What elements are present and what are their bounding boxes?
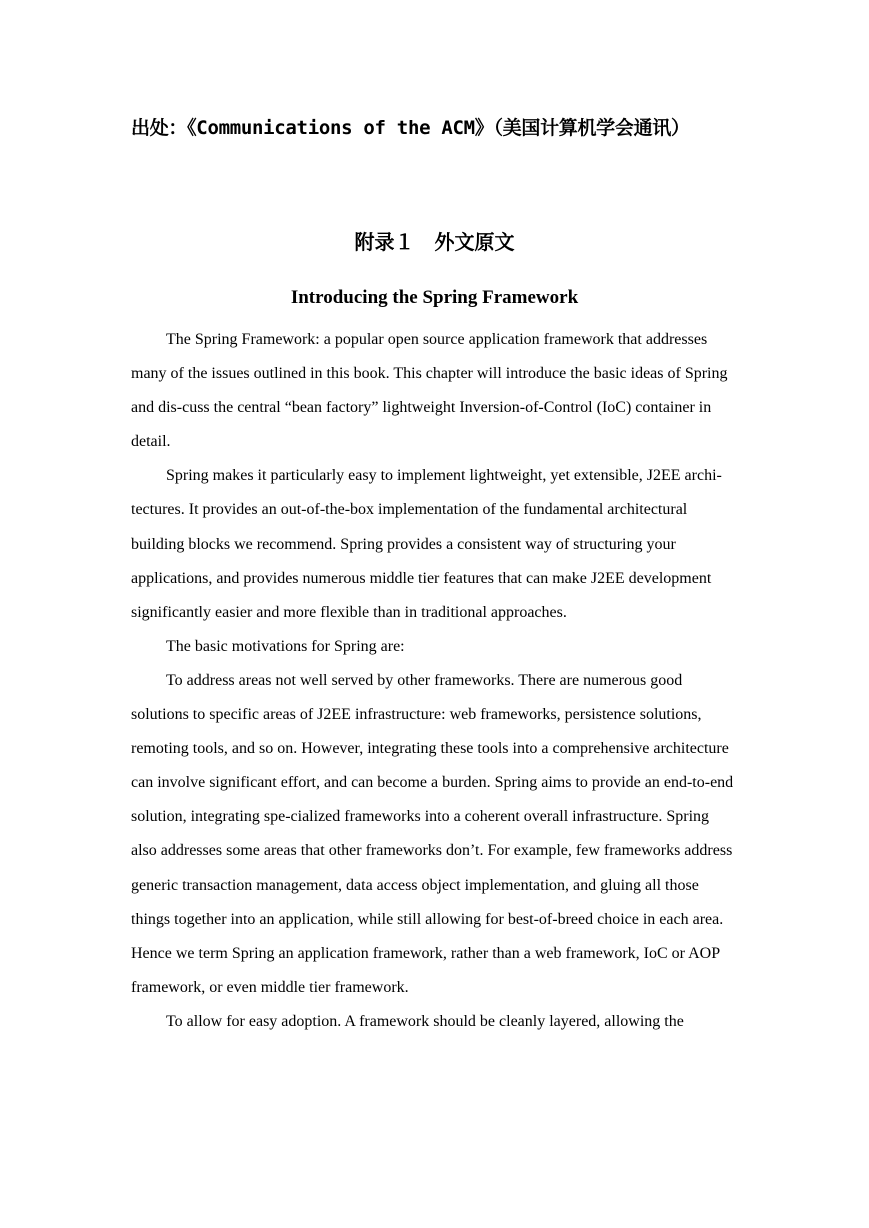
- paragraph: To address areas not well served by other frameworks. There are numerous good solutions to specific areas of J2EE infrastructure: web frameworks, persistence solutions, remoting tools, and so on. However, integrating these tools into a comprehensive architecture can involve significant effort, and can become a burden. Spring aims to provide an end-to-end solution, integrating spe-cialized frameworks into a coherent overall infrastructure. Spring also addresses some areas that other frameworks don’t. For example, few frameworks address generic transaction management, data access object implementation, and gluing all those things together into an application, while still allowing for best-of-breed choice in each area. Hence we term Spring an application framework, rather than a web framework, IoC or AOP framework, or even middle tier framework.: [131, 671, 734, 996]
- paragraph: Spring makes it particularly easy to implement lightweight, yet extensible, J2EE archi-tectures. It provides an out-of-the-box implementation of the fundamental architectural building blocks we recommend. Spring provides a consistent way of structuring your applications, and provides numerous middle tier features that can make J2EE development significantly easier and more flexible than in traditional approaches.: [131, 467, 722, 621]
- paragraph: The basic motivations for Spring are:: [166, 637, 405, 655]
- appendix-heading: 附录１ 外文原文: [354, 230, 515, 254]
- paragraph: The Spring Framework: a popular open source application framework that addresses many of the issues outlined in this book. This chapter will introduce the basic ideas of Spring and dis-cuss the central “bean factory” lightweight Inversion-of-Control (IoC) container in detail.: [131, 331, 728, 451]
- source-citation: 出处：《Communications of the ACM》（美国计算机学会通讯）: [131, 117, 690, 139]
- article-title: Introducing the Spring Framework: [290, 287, 579, 308]
- article-body: [131, 323, 737, 1039]
- paragraph: To allow for easy adoption. A framework should be cleanly layered, allowing the: [166, 1012, 684, 1030]
